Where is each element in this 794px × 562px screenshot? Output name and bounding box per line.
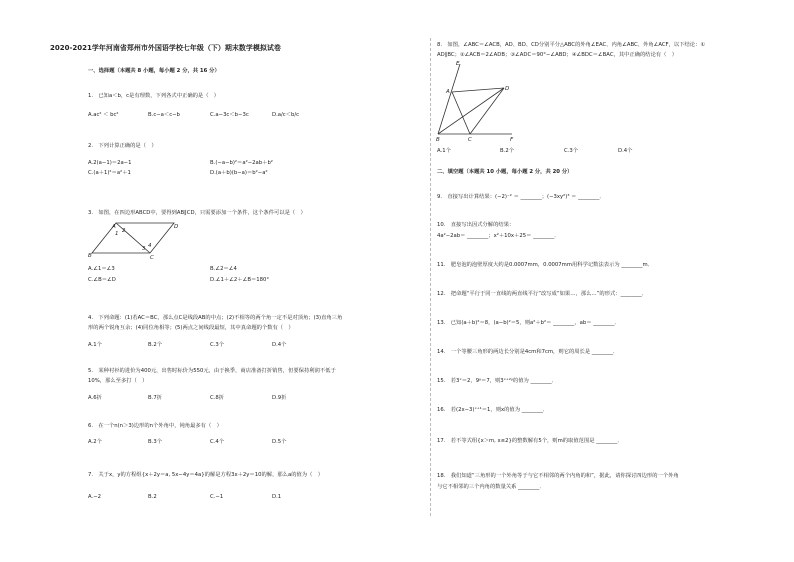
q2-option-c: C.(a＋1)²＝a²＋1: [88, 170, 131, 176]
q2-option-a: A.2(a−1)＝2a−1: [88, 160, 132, 166]
q8-option-d: D.4个: [618, 148, 633, 154]
q10-blanks: 4a²−2ab＝ ________；x²＋10x＋25＝ ________．: [437, 233, 560, 239]
q8-option-b: B.2个: [500, 148, 514, 154]
q8-stem-line2: AD∥BC；②∠ACB＝2∠ADB；③∠ADC＝90°−∠ABD；④∠BDC＝∠BAC，其中正确的结论有（ ）: [437, 52, 678, 58]
q4-option-b: B.2个: [148, 342, 162, 348]
q17: 17. 若不等式组{x＞m, x≤2}的整数解有5个，则m的取值范围是 ________．: [437, 438, 623, 444]
q8-label-a: A: [446, 89, 450, 95]
q7-option-d: D.1: [272, 494, 282, 500]
q3-angle-3: 3: [142, 246, 146, 252]
q8-label-c: C: [468, 137, 472, 142]
q6-option-c: C.4个: [210, 439, 225, 445]
q4-option-d: D.4个: [272, 342, 287, 348]
page-title: 2020-2021学年河南省郑州市外国语学校七年级（下）期末数学模拟试卷: [50, 44, 281, 52]
q14: 14. 一个等腰三角形的两边长分别是4cm和7cm，则它的周长是 ________．: [437, 349, 619, 355]
q3-label-b: B: [88, 253, 92, 259]
q6-stem: 6. 在一个n(n＞3)边形的n个外角中，钝角最多有（ ）: [88, 423, 222, 429]
q4-option-c: C.3个: [210, 342, 225, 348]
q5-stem-line1: 5. 某种衬衫的进价为400元，出售时标价为550元，由于换季，商店准备打折销售，但要保持利润不低于: [88, 368, 336, 374]
q8-label-d: D: [505, 86, 510, 92]
q8-label-e: E: [456, 61, 460, 67]
q3-label-d: D: [174, 224, 179, 230]
q5-option-d: D.9折: [272, 395, 287, 401]
q18-line1: 18. 我们知道“三角形的一个外角等于与它不相邻的两个内角的和”，据此，请你探讨四边形的一个外角: [437, 473, 679, 479]
q4-stem-line1: 4. 下列命题：(1)若AC＝BC，那么点C是线段AB的中点；(2)不相等的两个角一定不是对顶角；(3)直角三角: [88, 315, 343, 321]
q7-option-c: C.−1: [210, 494, 224, 500]
q11: 11. 肥皂泡的泡壁厚度大约是0.0007mm，0.0007mm用科学记数法表示为 ________m．: [437, 262, 653, 268]
q1-stem: 1. 已知a＜b，c是有理数，下列各式中正确的是（ ）: [88, 93, 220, 99]
q3-option-a: A.∠1＝∠3: [88, 266, 115, 272]
q8-stem-line1: 8. 如图，∠ABC＝∠ACB，AD、BD、CD分别平分△ABC的外角∠EAC、内角∠ABC、外角∠ACF，以下结论：①: [437, 42, 706, 48]
q8-option-a: A.1个: [437, 148, 451, 154]
section-fill-header: 二、填空题（本题共 10 小题，每小题 2 分，共 20 分）: [437, 169, 573, 175]
q2-option-b: B.(−a−b)²＝a²−2ab＋b²: [210, 160, 273, 166]
q12: 12. 把命题“平行于同一直线的两直线平行”改写成“如果…，那么…”的形式：________．: [437, 291, 648, 297]
q6-option-a: A.2个: [88, 439, 102, 445]
section-choice-header: 一、选择题（本题共 8 小题，每小题 2 分，共 16 分）: [88, 68, 220, 74]
q10-stem: 10. 直接写出因式分解的结果：: [437, 222, 515, 228]
q8-triangle-figure: [434, 60, 524, 142]
q6-option-d: D.5个: [272, 439, 287, 445]
q16: 16. 若(2x−3)ˣ⁺¹＝1，则x的值为 ________．: [437, 407, 549, 413]
q4-option-a: A.1个: [88, 342, 102, 348]
q3-quadrilateral-figure: [86, 220, 186, 260]
q3-stem: 3. 如图，在四边形ABCD中，要得到AB∥CD，只需要添加一个条件，这个条件可以是（ ）: [88, 210, 306, 216]
q7-option-a: A.−2: [88, 494, 102, 500]
q3-option-b: B.∠2＝∠4: [210, 266, 237, 272]
q7-stem: 7. 关于x，y的方程组{x＋2y＝a, 5x−4y＝4a}的解是方程3x＋2y＝10的解，那么a的值为（ ）: [88, 472, 323, 478]
q9: 9. 直接写出计算结果：(−2)⁻² ＝ ________；(−3xy²)³ ＝ ________．: [437, 194, 605, 200]
q5-option-a: A.6折: [88, 395, 102, 401]
q3-label-a: A: [112, 224, 116, 230]
q1-option-d: D.a/c＜b/c: [272, 112, 300, 118]
q5-stem-line2: 10%，那么至多打（ ）: [88, 378, 148, 384]
q8-option-c: C.3个: [564, 148, 579, 154]
q1-option-c: C.a−3c＜b−3c: [210, 112, 249, 118]
q15: 15. 若3ˣ＝2，9ʸ＝7，则3ˣ⁺²ʸ的值为 ________．: [437, 378, 557, 384]
q3-option-c: C.∠B＝∠D: [88, 277, 116, 283]
q2-option-d: D.(a＋b)(b−a)＝b²−a²: [210, 170, 268, 176]
q13: 13. 已知(a＋b)²＝8，(a−b)²＝5，则a²＋b²＝ ________，ab＝ ________．: [437, 320, 620, 326]
q2-stem: 2. 下列计算正确的是（ ）: [88, 143, 157, 149]
q7-option-b: B.2: [148, 494, 157, 500]
q18-line2: 与它不相邻的三个内角的数量关系 ________．: [437, 484, 545, 490]
q3-label-c: C: [150, 255, 154, 260]
q3-angle-4: 4: [148, 243, 152, 249]
q3-angle-1: 1: [115, 231, 119, 237]
q1-option-a: A.ac² ＜ bc²: [88, 112, 119, 118]
q1-option-b: B.c−a＜c−b: [148, 112, 180, 118]
q4-stem-line2: 形的两个锐角互余；(4)同位角相等；(5)两点之间线段最短，其中真命题的个数有（ ）: [88, 325, 294, 331]
q8-label-b: B: [436, 137, 440, 142]
q3-angle-2: 2: [122, 228, 126, 234]
q5-option-b: B.7折: [148, 395, 162, 401]
column-divider: [430, 38, 431, 516]
q5-option-c: C.8折: [210, 395, 225, 401]
q6-option-b: B.3个: [148, 439, 162, 445]
q3-option-d: D.∠1＋∠2＋∠B＝180°: [210, 277, 270, 283]
q8-label-f: F: [510, 137, 514, 142]
